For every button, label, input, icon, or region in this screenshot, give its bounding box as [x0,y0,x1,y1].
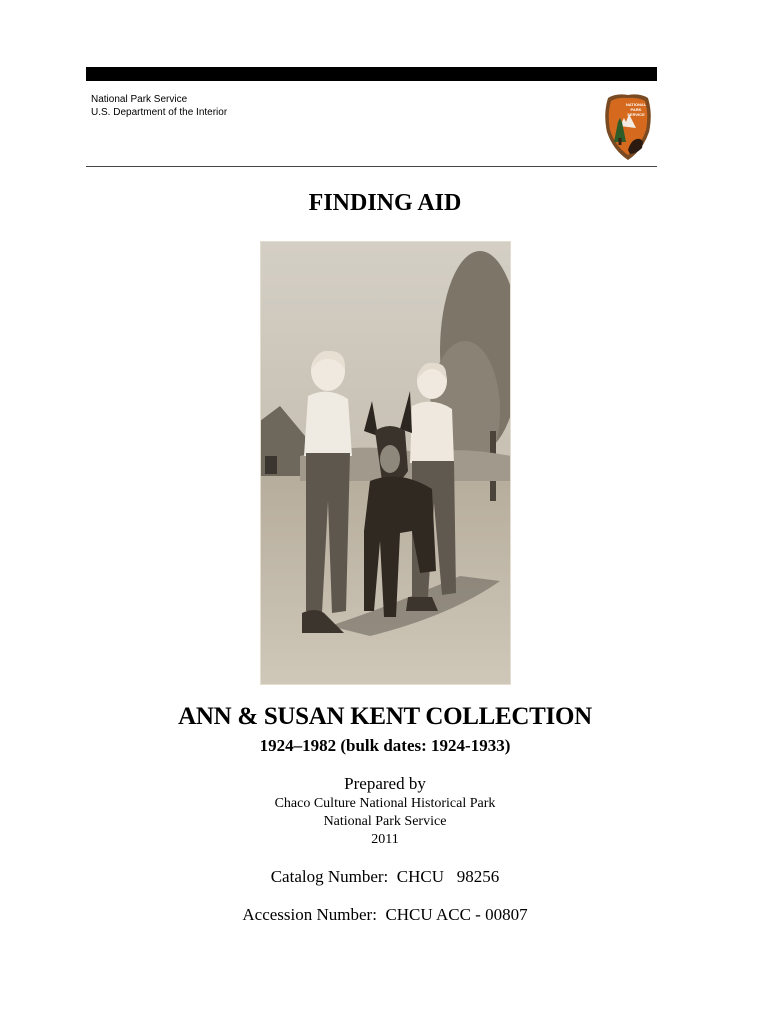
nps-arrowhead-logo-icon [602,92,654,162]
accession-number: Accession Number: CHCU ACC - 00807 [242,905,528,924]
document-type-heading: FINDING AID [308,190,462,216]
agency-name: National Park Service [91,94,188,105]
preparer-org: Chaco Culture National Historical Park [274,796,496,811]
agency-block [91,93,227,119]
preparer-block [0,795,770,849]
header-divider [86,166,657,167]
logo-text-park: PARK [630,107,642,112]
historic-photo-icon [260,241,511,685]
prepared-by-label: Prepared by [344,774,426,793]
catalog-number: Catalog Number: CHCU 98256 [270,867,500,886]
preparer-agency: National Park Service [323,814,447,829]
department-name: U.S. Department of the Interior [91,107,228,118]
preparation-year: 2011 [371,832,399,847]
header-top-bar [86,67,657,81]
logo-text-service: SERVICE [627,112,645,117]
logo-text-national: NATIONAL [625,102,647,107]
collection-dates: 1924–1982 (bulk dates: 1924-1933) [259,736,511,755]
collection-title: ANN & SUSAN KENT COLLECTION [178,703,592,730]
